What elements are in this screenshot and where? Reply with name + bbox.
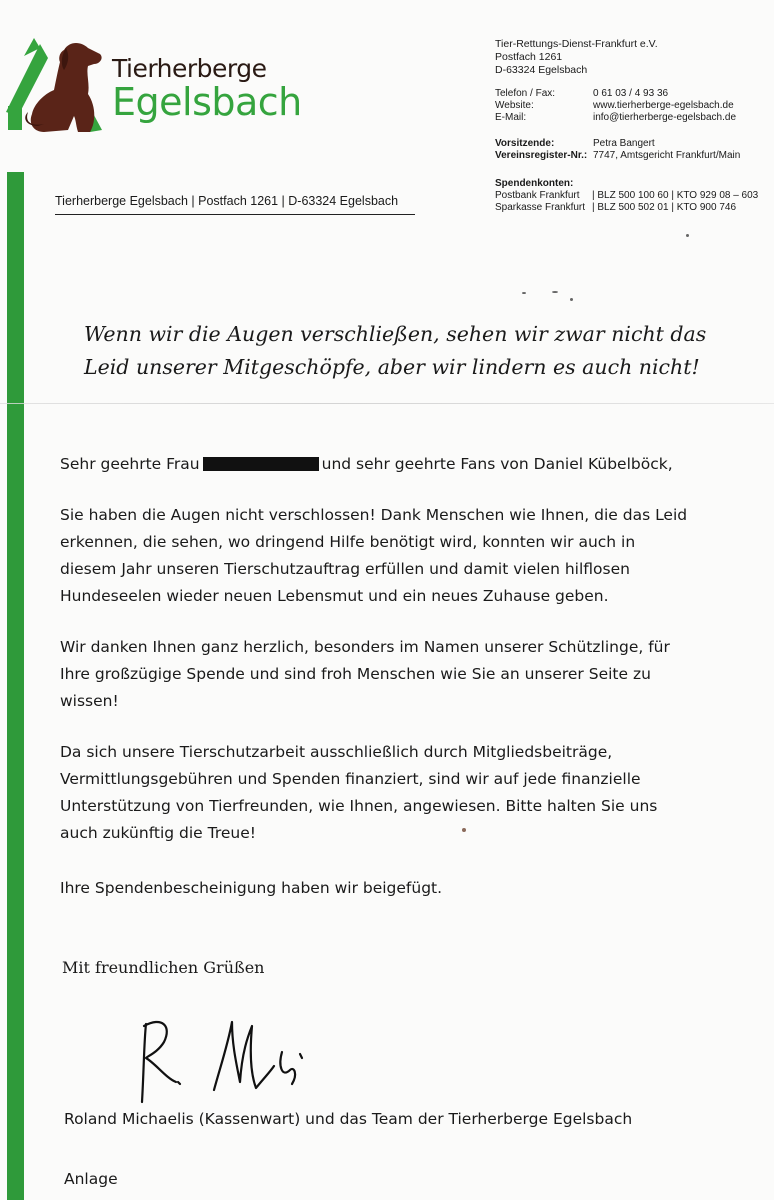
paragraph-line: auch zukünftig die Treue! (60, 824, 256, 842)
contact-website: www.tierherberge-egelsbach.de (593, 100, 734, 111)
motto-line: Leid unserer Mitgeschöpfe, aber wir lindern es auch nicht! (84, 355, 700, 379)
logo-title-line2: Egelsbach (112, 80, 302, 124)
bank-name: Postbank Frankfurt (495, 190, 580, 201)
paragraph-2 (60, 634, 770, 715)
scan-speck (522, 292, 526, 294)
paragraph-line: erkennen, die sehen, wo dringend Hilfe benötigt wird, konnten wir auch in (60, 533, 636, 551)
donation-accounts (495, 178, 758, 213)
sender-rule (55, 214, 415, 215)
bank-details: | BLZ 500 502 01 | KTO 900 746 (592, 201, 736, 213)
org-postfach: Postfach 1261 (495, 51, 563, 63)
paragraph-line: Sie haben die Augen nicht verschlossen! Dank Menschen wie Ihnen, die das Leid (60, 506, 688, 524)
paragraph-line: Ihre Spendenbescheinigung haben wir beigefügt. (60, 879, 443, 897)
paragraph-line: Da sich unsere Tierschutzarbeit ausschließlich durch Mitgliedsbeiträge, (60, 743, 613, 761)
scan-speck (686, 234, 689, 237)
contact-label: Website: (495, 100, 534, 111)
paragraph-line: Wir danken Ihnen ganz herzlich, besonders im Namen unserer Schützlinge, für (60, 638, 670, 656)
redacted-name (203, 457, 319, 471)
dog-logo-icon (4, 34, 114, 140)
board-register: 7747, Amtsgericht Frankfurt/Main (593, 150, 741, 161)
scan-speck (570, 298, 573, 301)
paragraph-line: Hundeseelen wieder neuen Lebensmut und ein neues Zuhause geben. (60, 587, 609, 605)
motto-quote (84, 318, 764, 384)
contact-email: info@tierherberge-egelsbach.de (593, 112, 737, 123)
logo-title-line1: Tierherberge (112, 54, 267, 83)
org-city: D-63324 Egelsbach (495, 64, 588, 76)
paragraph-line: Unterstützung von Tierfreunden, wie Ihnen, angewiesen. Bitte halten Sie uns (60, 797, 658, 815)
paragraph-line: Ihre großzügige Spende und sind froh Menschen wie Sie an unserer Seite zu (60, 665, 651, 683)
board-block (495, 138, 740, 162)
salutation (60, 451, 770, 478)
bank-name: Sparkasse Frankfurt (495, 201, 586, 213)
contact-label: Telefon / Fax: (495, 88, 556, 99)
signer-line: Roland Michaelis (Kassenwart) und das Team der Tierherberge Egelsbach (64, 1110, 633, 1128)
bank-details: | BLZ 500 100 60 | KTO 929 08 – 603 (592, 190, 759, 201)
contact-phone: 0 61 03 / 4 93 36 (593, 88, 669, 99)
paragraph-line: diesem Jahr unseren Tierschutzauftrag erfüllen und damit vielen hilflosen (60, 560, 630, 578)
handwritten-signature (132, 1012, 312, 1112)
paragraph-line: wissen! (60, 692, 119, 710)
green-margin-bar (7, 172, 24, 1200)
enclosure-label: Anlage (64, 1170, 118, 1188)
paragraph-4 (60, 875, 770, 902)
contact-label: E-Mail: (495, 112, 527, 123)
sender-address-line: Tierherberge Egelsbach | Postfach 1261 | D-63324 Egelsbach (55, 194, 399, 208)
scan-speck (552, 291, 558, 293)
paper-fold-line (0, 403, 774, 404)
org-name: Tier-Rettungs-Dienst-Frankfurt e.V. (495, 38, 658, 50)
paragraph-line: Vermittlungsgebühren und Spenden finanziert, sind wir auf jede finanzielle (60, 770, 641, 788)
motto-line: Wenn wir die Augen verschließen, sehen wir zwar nicht das (84, 322, 707, 346)
board-label: Vorsitzende: (495, 138, 555, 149)
paragraph-3 (60, 739, 770, 847)
salutation-start: Sehr geehrte Frau (60, 455, 200, 473)
paragraph-1 (60, 502, 770, 610)
contact-block (495, 88, 736, 124)
salutation-end: und sehr geehrte Fans von Daniel Kübelböck, (321, 455, 673, 473)
closing-greeting: Mit freundlichen Grüßen (62, 958, 265, 977)
org-header (495, 38, 658, 77)
board-chair: Petra Bangert (593, 138, 655, 149)
board-label: Vereinsregister-Nr.: (495, 150, 588, 161)
donation-accounts-title: Spendenkonten: (495, 178, 574, 189)
